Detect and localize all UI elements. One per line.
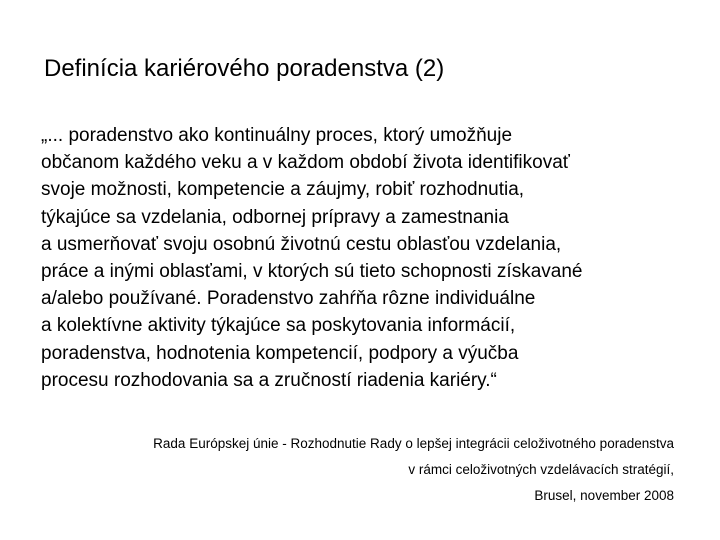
quote-line: poradenstva, hodnotenia kompetencií, podpory a výučba bbox=[41, 342, 519, 364]
slide-title: Definícia kariérového poradenstva (2) bbox=[44, 55, 445, 82]
source-citation bbox=[14, 431, 674, 509]
quote-line: týkajúce sa vzdelania, odbornej prípravy a zamestnania bbox=[41, 206, 509, 228]
quote-line: a usmerňovať svoju osobnú životnú cestu oblasťou vzdelania, bbox=[41, 233, 562, 255]
quote-line: a kolektívne aktivity týkajúce sa poskytovania informácií, bbox=[41, 315, 516, 337]
definition-quote bbox=[41, 122, 701, 394]
citation-line: Rada Európskej únie - Rozhodnutie Rady o lepšej integrácii celoživotného poradenstva bbox=[153, 436, 674, 451]
citation-line: Brusel, november 2008 bbox=[534, 488, 674, 503]
quote-line: práce a inými oblasťami, v ktorých sú tieto schopnosti získavané bbox=[41, 261, 583, 283]
quote-line: občanom každého veku a v každom období života identifikovať bbox=[41, 152, 570, 174]
quote-line: a/alebo používané. Poradenstvo zahŕňa rôzne individuálne bbox=[41, 288, 536, 310]
quote-line: „... poradenstvo ako kontinuálny proces, ktorý umožňuje bbox=[41, 125, 513, 146]
quote-line: svoje možnosti, kompetencie a záujmy, robiť rozhodnutia, bbox=[41, 179, 525, 201]
citation-line: v rámci celoživotných vzdelávacích stratégií, bbox=[408, 462, 674, 477]
quote-line: procesu rozhodovania sa a zručností riadenia kariéry.“ bbox=[41, 369, 497, 391]
